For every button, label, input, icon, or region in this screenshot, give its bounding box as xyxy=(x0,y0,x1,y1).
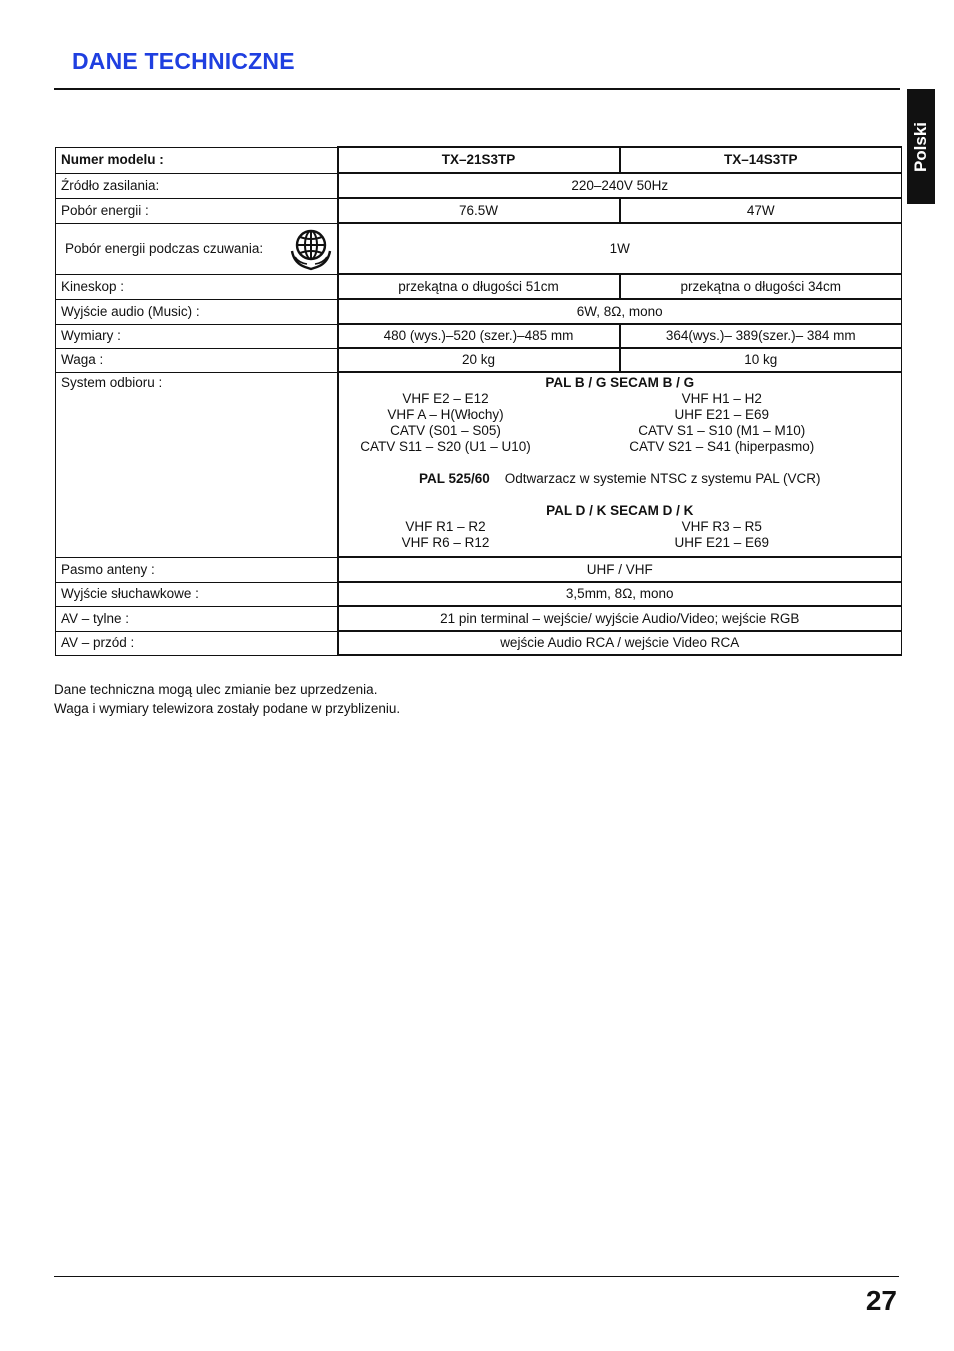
channel-range: UHF E21 – E69 xyxy=(674,535,770,550)
av-rear-value: 21 pin terminal – wejście/ wyjście Audio/Video; wejście RGB xyxy=(338,606,902,631)
headphone-out-value: 3,5mm, 8Ω, mono xyxy=(338,582,902,606)
crt-model-1: przekątna o długości 51cm xyxy=(338,274,620,299)
specifications-table xyxy=(55,146,902,656)
av-front-label: AV – przód : xyxy=(56,631,338,655)
power-source-label: Źródło zasilania: xyxy=(56,173,338,198)
dimensions-model-1: 480 (wys.)–520 (szer.)–485 mm xyxy=(338,324,620,348)
channel-range: CATV S1 – S10 (M1 – M10) xyxy=(638,423,806,438)
antenna-band-value: UHF / VHF xyxy=(338,557,902,582)
system-group-title: PAL B / G SECAM B / G xyxy=(545,375,695,390)
system-group-channels xyxy=(344,391,897,455)
power-consumption-model-1: 76.5W xyxy=(338,198,620,223)
crt-model-2: przekątna o długości 34cm xyxy=(620,274,902,299)
table-row-receiving-system xyxy=(56,372,902,557)
pal525-text: Odtwarzacz w systemie NTSC z systemu PAL (VCR) xyxy=(504,471,821,486)
audio-out-value: 6W, 8Ω, mono xyxy=(338,299,902,324)
table-row-dimensions xyxy=(56,324,902,348)
page-number: 27 xyxy=(865,1285,897,1316)
language-tab xyxy=(907,89,935,204)
pal525-line xyxy=(344,471,897,487)
dimensions-label: Wymiary : xyxy=(56,324,338,348)
dimensions-model-2: 364(wys.)– 389(szer.)– 384 mm xyxy=(620,324,902,348)
table-row-audio-out xyxy=(56,299,902,324)
headphone-out-label: Wyjście słuchawkowe : xyxy=(56,582,338,606)
table-row-standby xyxy=(56,223,902,274)
standby-value: 1W xyxy=(338,223,902,274)
crt-label: Kineskop : xyxy=(56,274,338,299)
av-front-value: wejście Audio RCA / wejście Video RCA xyxy=(338,631,902,655)
language-tab-label: Polski xyxy=(911,121,930,172)
pal525-title: PAL 525/60 xyxy=(418,471,490,486)
weight-model-1: 20 kg xyxy=(338,348,620,372)
antenna-band-label: Pasmo anteny : xyxy=(56,557,338,582)
table-row-power-source xyxy=(56,173,902,198)
channel-range: CATV S21 – S41 (hiperpasmo) xyxy=(629,439,815,454)
globe-hands-icon xyxy=(289,227,333,271)
channel-range: VHF R6 – R12 xyxy=(401,535,490,550)
channel-range: CATV S11 – S20 (U1 – U10) xyxy=(360,439,531,454)
channel-range: CATV (S01 – S05) xyxy=(390,423,501,438)
table-row-power-consumption xyxy=(56,198,902,223)
weight-model-2: 10 kg xyxy=(620,348,902,372)
channel-range: VHF H1 – H2 xyxy=(681,391,762,406)
weight-label: Waga : xyxy=(56,348,338,372)
table-row-av-rear xyxy=(56,606,902,631)
page-title: DANE TECHNICZNE xyxy=(72,48,295,74)
note-line: Waga i wymiary telewizora zostały podane w przyblizeniu. xyxy=(54,701,401,716)
model-2: TX–14S3TP xyxy=(620,147,902,173)
channel-range: UHF E21 – E69 xyxy=(674,407,770,422)
system-group-channels xyxy=(344,519,897,551)
model-label: Numer modelu : xyxy=(56,147,338,173)
table-row-av-front xyxy=(56,631,902,655)
footer-divider xyxy=(54,1276,899,1277)
receiving-system-value xyxy=(338,372,902,557)
channel-range: VHF A – H(Włochy) xyxy=(387,407,504,422)
note-line: Dane techniczna mogą ulec zmianie bez uprzedzenia. xyxy=(54,682,378,697)
table-row-crt xyxy=(56,274,902,299)
table-row-headphone-out xyxy=(56,582,902,606)
receiving-system-label: System odbioru : xyxy=(56,372,338,557)
header-divider xyxy=(54,88,900,90)
audio-out-label: Wyjście audio (Music) : xyxy=(56,299,338,324)
system-group-title: PAL D / K SECAM D / K xyxy=(546,503,694,518)
table-row-model xyxy=(56,147,902,173)
channel-range: VHF R3 – R5 xyxy=(681,519,762,534)
table-row-weight xyxy=(56,348,902,372)
standby-label: Pobór energii podczas czuwania: xyxy=(65,240,264,256)
power-consumption-label: Pobór energii : xyxy=(56,198,338,223)
power-source-value: 220–240V 50Hz xyxy=(338,173,902,198)
model-1: TX–21S3TP xyxy=(338,147,620,173)
notes xyxy=(54,680,400,718)
av-rear-label: AV – tylne : xyxy=(56,606,338,631)
table-row-antenna-band xyxy=(56,557,902,582)
channel-range: VHF R1 – R2 xyxy=(405,519,486,534)
standby-label-cell xyxy=(56,223,338,274)
power-consumption-model-2: 47W xyxy=(620,198,902,223)
channel-range: VHF E2 – E12 xyxy=(402,391,489,406)
